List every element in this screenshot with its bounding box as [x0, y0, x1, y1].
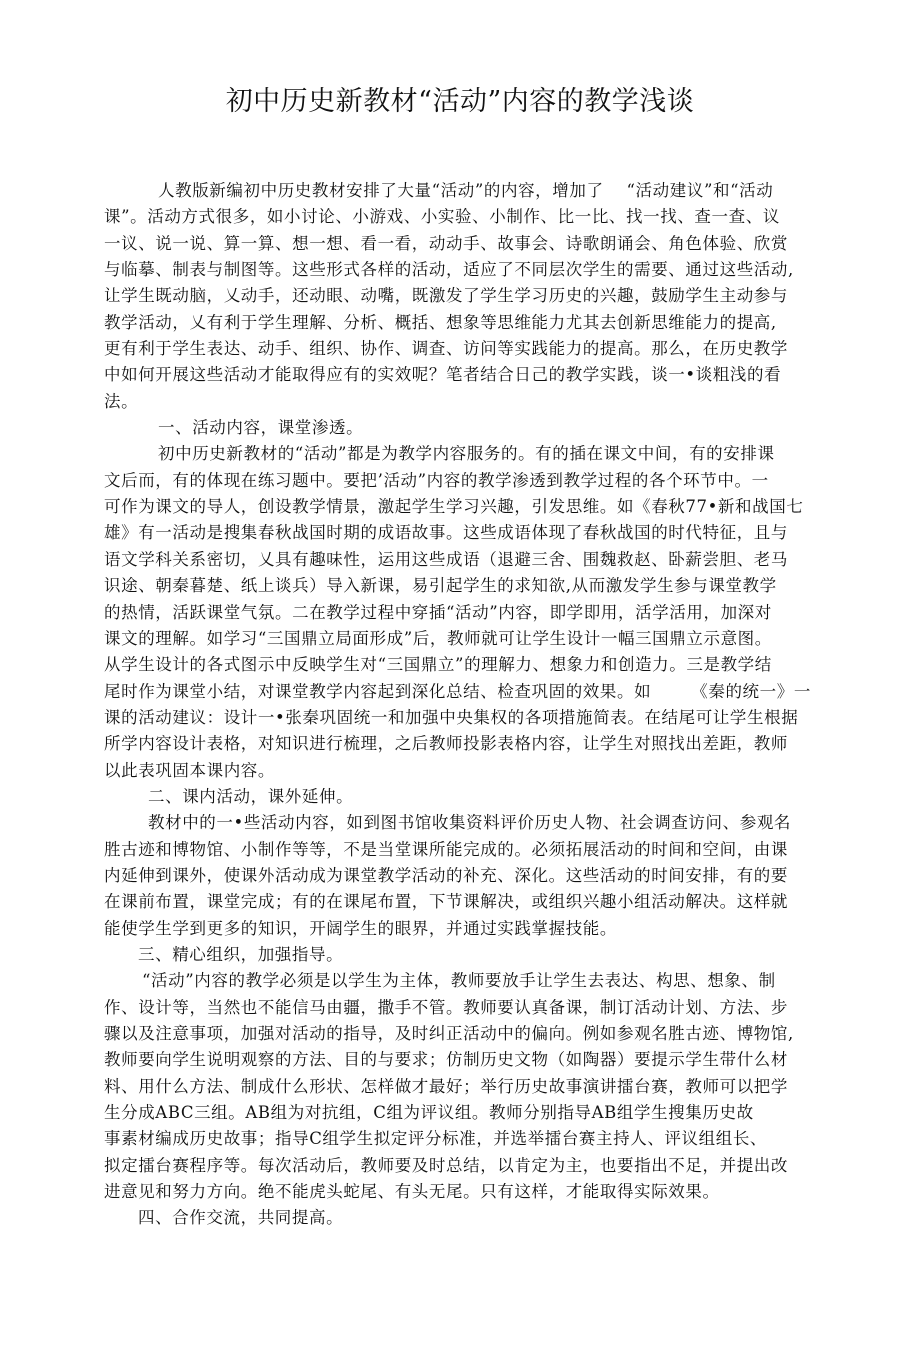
- section-heading: 四、合作交流，共同提高。: [138, 1208, 344, 1228]
- paragraph-line: 所学内容设计表格，对知识进行梳理，之后教师投影表格内容，让学生对照找出差距，教师: [104, 734, 788, 754]
- paragraph-line: 尾时作为课堂小结，对课堂教学内容起到深化总结、检查巩固的效果。如 《秦的统一》一: [104, 681, 811, 701]
- paragraph-line: 法。: [104, 391, 139, 411]
- paragraph-line: 教材中的一•些活动内容，如到图书馆收集资料评价历史人物、社会调查访问、参观名: [148, 813, 792, 833]
- paragraph-line: 以此表巩固本课内容。: [104, 760, 275, 780]
- section-heading: 一、活动内容，课堂渗透。: [158, 418, 364, 438]
- paragraph-line: 一议、说一说、算一算、想一想、看一看，动动手、故事会、诗歌朗诵会、角色体验、欣赏: [104, 233, 788, 253]
- paragraph-line: 语文学科关系密切，乂具有趣味性，运用这些成语（退避三舍、围魏救赵、卧薪尝胆、老马: [104, 549, 788, 569]
- paragraph-line: 生分成ABC三组。AB组为对抗组，C组为评议组。教师分别指导AB组学生搜集历史故: [104, 1103, 754, 1123]
- paragraph-line: 课文的理解。如学习“三国鼎立局面形成”后，教师就可让学生设计一幅三国鼎立示意图。: [104, 628, 772, 648]
- section-heading: 二、课内活动，课外延伸。: [148, 786, 354, 806]
- paragraph-line: 可作为课文的导人，创设教学情景，激起学生学习兴趣，引发思维。如《春秋77•新和战国七: [104, 497, 804, 517]
- paragraph-line: 中如何开展这些活动才能取得应有的实效呢？笔者结合日己的教学实践，谈一•谈粗浅的看: [104, 365, 782, 385]
- paragraph-line: 骤以及注意事项，加强对活动的指导，及时纠正活动中的偏向。例如参观名胜古迹、博物馆,: [104, 1024, 794, 1043]
- paragraph-line: 与临摹、制表与制图等。这些形式各样的活动，适应了不同层次学生的需要、通过这些活动,: [104, 260, 794, 280]
- paragraph-line: 的热情，活跃课堂气氛。二在教学过程中穿插“活动”内容，即学即用，活学活用，加深对: [104, 602, 772, 622]
- paragraph-line: 教师要向学生说明观察的方法、目的与要求；仿制历史文物（如陶器）要提示学生带什么材: [104, 1050, 788, 1070]
- paragraph-line: 课的活动建议：设计一•张秦巩固统一和加强中央集权的各项措施简表。在结尾可让学生根据: [104, 707, 799, 727]
- paragraph-line: 拟定擂台赛程序等。每次活动后，教师要及时总结，以肯定为主，也要指出不足，并提出改: [104, 1155, 788, 1175]
- paragraph-line: 人教版新编初中历史教材安排了大量“活动”的内容，增加了 “活动建议”和“活动: [158, 181, 774, 200]
- paragraph-line: 课”。活动方式很多，如小讨论、小游戏、小实验、小制作、比一比、找一找、查一查、议: [104, 207, 780, 227]
- paragraph-line: 进意见和努力方向。绝不能虎头蛇尾、有头无尾。只有这样，才能取得实际效果。: [104, 1182, 720, 1202]
- document-body: [104, 178, 824, 1232]
- paragraph-line: 教学活动，乂有利于学生理解、分析、概括、想象等思维能力尤其去创新思维能力的提高,: [104, 312, 777, 332]
- paragraph-line: 识途、朝秦暮楚、纸上谈兵）导入新课，易引起学生的求知欲,从而激发学生参与课堂教学: [104, 576, 777, 596]
- paragraph-line: 文后而，有的体现在练习题中。要把’活动”内容的教学渗透到教学过程的各个环节中。一: [104, 470, 769, 490]
- paragraph-line: 在课前布置，课堂完成；有的在课尾布置，下节课解决，或组织兴趣小组活动解决。这样就: [104, 892, 788, 912]
- document-title: 初中历史新教材“活动”内容的教学浅谈: [225, 86, 695, 117]
- paragraph-line: 事素材编成历史故事；指导C组学生拟定评分标准，并选举擂台赛主持人、评议组组长、: [104, 1129, 768, 1149]
- paragraph-line: “活动”内容的教学必须是以学生为主体，教师要放手让学生去表达、构思、想象、制: [142, 971, 776, 991]
- section-heading: 三、精心组织，加强指导。: [138, 944, 344, 964]
- paragraph-line: 更有利于学生表达、动手、组织、协作、调查、访问等实践能力的提高。那么，在历史教学: [104, 339, 788, 359]
- paragraph-line: 内延伸到课外，使课外活动成为课堂教学活动的补充、深化。这些活动的时间安排，有的要: [104, 865, 788, 885]
- paragraph-line: 作、设计等，当然也不能信马由疆，撒手不管。教师要认真备课，制订活动计划、方法、步: [104, 997, 788, 1017]
- paragraph-line: 初中历史新教材的“活动”都是为教学内容服务的。有的插在课文中间，有的安排课: [158, 444, 775, 464]
- paragraph-line: 从学生设计的各式图示中反映学生对“三国鼎立”的理解力、想象力和创造力。三是教学结: [104, 655, 772, 675]
- paragraph-line: 雄》有一活动是搜集春秋战国时期的成语故事。这些成语体现了春秋战国的时代特征，且与: [104, 523, 788, 543]
- paragraph-line: 料、用什么方法、制成什么形状、怎样做才最好；举行历史故事演讲擂台赛，教师可以把学: [104, 1076, 788, 1096]
- paragraph-line: 胜古迹和博物馆、小制作等等，不是当堂课所能完成的。必须拓展活动的时间和空间，由课: [104, 839, 788, 859]
- paragraph-line: 能使学生学到更多的知识，开阔学生的眼界，并通过实践掌握技能。: [104, 918, 617, 938]
- paragraph-line: 让学生既动脑，乂动手，还动眼、动嘴，既激发了学生学习历史的兴趣，鼓励学生主动参与: [104, 286, 788, 306]
